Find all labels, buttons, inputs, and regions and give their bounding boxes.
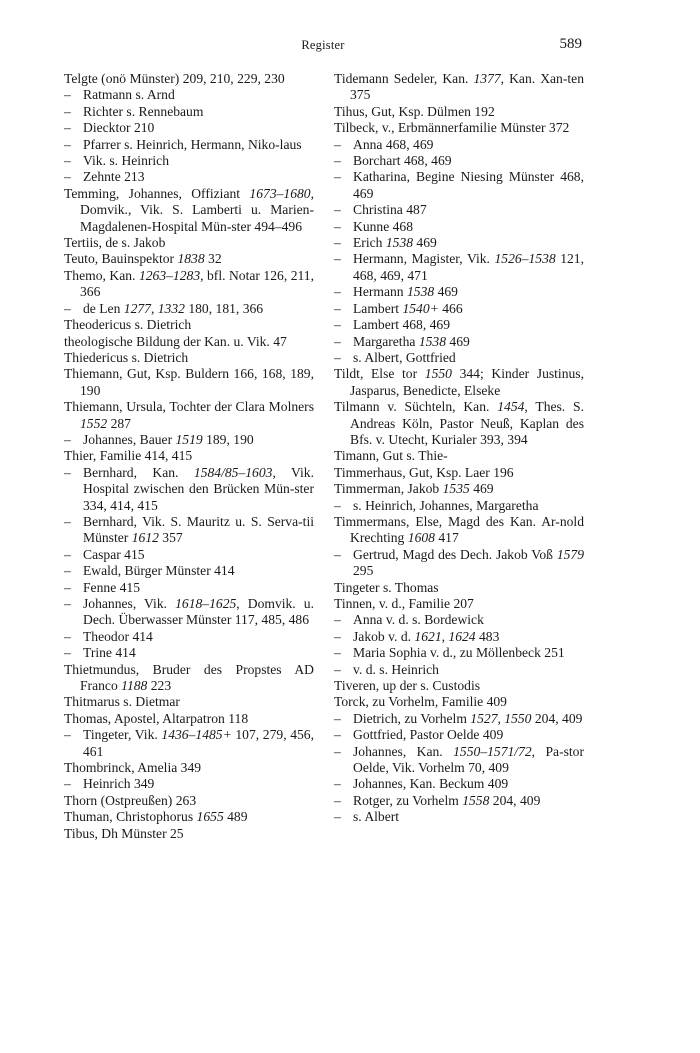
index-subentry (334, 350, 584, 366)
subentry-dash: – (334, 136, 341, 152)
subentry-dash: – (64, 776, 71, 792)
index-subentry (64, 727, 314, 760)
index-subentry (334, 809, 584, 825)
index-subentry (64, 645, 314, 661)
index-subentry (334, 662, 584, 678)
subentry-dash: – (334, 235, 341, 251)
subentry-dash: – (334, 349, 341, 365)
subentry-text: Johannes, Kan. Beckum 409 (353, 776, 509, 792)
subentry-text: Gertrud, Magd des Dech. Jakob Voß 1579 295 (353, 546, 584, 579)
index-entry: Timmerhaus, Gut, Ksp. Laer 196 (334, 464, 514, 480)
subentry-dash: – (334, 317, 341, 333)
index-subentry (334, 776, 584, 792)
index-subentry (334, 219, 584, 235)
subentry-dash: – (334, 202, 341, 218)
subentry-dash: – (334, 251, 341, 267)
index-entry: Tiveren, up der s. Custodis (334, 678, 481, 694)
subentry-dash: – (64, 596, 71, 611)
index-subentry (334, 235, 584, 251)
subentry-text: Johannes, Bauer 1519 189, 190 (83, 431, 254, 447)
subentry-dash: – (334, 169, 341, 185)
subentry-text: de Len 1277, 1332 180, 181, 366 (83, 300, 264, 316)
index-subentry (64, 169, 314, 185)
index-entry: Thitmarus s. Dietmar (64, 694, 180, 710)
index-subentry (334, 202, 584, 218)
subentry-dash: – (64, 513, 71, 529)
subentry-text: s. Albert (353, 809, 400, 825)
subentry-text: Rotger, zu Vorhelm 1558 204, 409 (353, 792, 541, 808)
index-entry: Temming, Johannes, Offiziant 1673–1680, Domvik., Vik. S. Lamberti u. Marien-Magdalenen-Hospital Mün-ster 494–496 (64, 185, 314, 234)
index-entry: Tinnen, v. d., Familie 207 (334, 596, 474, 611)
subentry-dash: – (334, 333, 341, 349)
index-subentry (334, 284, 584, 300)
subentry-dash: – (334, 809, 341, 825)
index-entry: Theodericus s. Dietrich (64, 317, 192, 333)
subentry-dash: – (334, 546, 341, 562)
index-subentry (64, 120, 314, 136)
subentry-text: Fenne 415 (83, 579, 141, 595)
subentry-dash: – (64, 628, 71, 644)
index-entry: Thietmundus, Bruder des Propstes AD Franco 1188 223 (64, 661, 314, 694)
index-subentry (334, 645, 584, 661)
index-entry: Thiedericus s. Dietrich (64, 349, 189, 365)
subentry-dash: – (64, 169, 71, 185)
subentry-text: Ratmann s. Arnd (83, 87, 175, 103)
index-entry: Timann, Gut s. Thie- (334, 448, 448, 464)
index-subentry (334, 317, 584, 333)
subentry-dash: – (64, 579, 71, 595)
subentry-text: Heinrich 349 (83, 776, 155, 792)
subentry-dash: – (64, 546, 71, 562)
subentry-dash: – (64, 136, 71, 152)
index-subentry (64, 87, 314, 103)
subentry-text: Dietrich, zu Vorhelm 1527, 1550 204, 409 (353, 710, 583, 726)
subentry-text: Kunne 468 (353, 218, 414, 234)
subentry-text: Theodor 414 (83, 628, 153, 644)
index-subentry (334, 169, 584, 202)
index-column-left (64, 71, 314, 842)
subentry-text: Hermann, Magister, Vik. 1526–1538 121, 468, 469, 471 (353, 251, 584, 283)
subentry-text: Caspar 415 (83, 546, 145, 562)
index-subentry (334, 744, 584, 777)
subentry-text: v. d. s. Heinrich (353, 661, 439, 677)
subentry-text: Jakob v. d. 1621, 1624 483 (353, 628, 500, 644)
subentry-dash: – (64, 727, 71, 743)
subentry-dash: – (334, 628, 341, 644)
subentry-text: Lambert 468, 469 (353, 317, 451, 333)
index-entry: Tidemann Sedeler, Kan. 1377, Kan. Xan-ten 375 (334, 71, 584, 103)
subentry-text: Maria Sophia v. d., zu Möllenbeck 251 (353, 645, 565, 661)
index-entry: Thorn (Ostpreußen) 263 (64, 792, 197, 808)
index-subentry (64, 465, 314, 514)
index-entry: Timmermans, Else, Magd des Kan. Ar-nold Krechting 1608 417 (334, 513, 584, 546)
index-entry: Tildt, Else tor 1550 344; Kinder Justinus, Jasparus, Benedicte, Elseke (334, 366, 584, 398)
index-subentry (334, 793, 584, 809)
index-subentry (64, 547, 314, 563)
index-subentry (334, 153, 584, 169)
index-entry: Thuman, Christophorus 1655 489 (64, 809, 248, 825)
index-subentry (334, 547, 584, 580)
subentry-text: Ewald, Bürger Münster 414 (83, 563, 235, 579)
subentry-text: Bernhard, Kan. 1584/85–1603, Vik. Hospital zwischen den Brücken Mün-ster 334, 414, 415 (83, 464, 314, 513)
subentry-text: Diecktor 210 (83, 120, 155, 136)
page-header (64, 36, 582, 56)
subentry-text: Vik. s. Heinrich (83, 153, 170, 169)
subentry-dash: – (334, 792, 341, 808)
subentry-dash: – (64, 87, 71, 103)
index-subentry (334, 137, 584, 153)
subentry-dash: – (334, 727, 341, 743)
subentry-dash: – (64, 563, 71, 579)
subentry-text: Johannes, Kan. 1550–1571/72, Pa-stor Oelde, Vik. Vorhelm 70, 409 (353, 743, 585, 776)
page-number: 589 (559, 36, 582, 52)
index-entry: Tilbeck, v., Erbmännerfamilie Münster 372 (334, 120, 570, 136)
index-entry: Tibus, Dh Münster 25 (64, 825, 184, 841)
index-subentry (334, 498, 584, 514)
index-entry: Tertiis, de s. Jakob (64, 235, 166, 251)
index-entry: theologische Bildung der Kan. u. Vik. 47 (64, 333, 287, 349)
subentry-dash: – (334, 218, 341, 234)
subentry-dash: – (64, 153, 71, 169)
subentry-text: Pfarrer s. Heinrich, Hermann, Niko-laus (83, 136, 302, 152)
subentry-text: Anna 468, 469 (353, 136, 434, 152)
subentry-dash: – (334, 776, 341, 792)
index-column-right (334, 71, 584, 826)
index-entry: Telgte (onö Münster) 209, 210, 229, 230 (64, 71, 285, 86)
subentry-dash: – (64, 464, 71, 480)
subentry-text: Gottfried, Pastor Oelde 409 (353, 727, 504, 743)
subentry-dash: – (334, 710, 341, 726)
index-entry: Thier, Familie 414, 415 (64, 448, 193, 464)
index-subentry (64, 104, 314, 120)
subentry-dash: – (64, 431, 71, 447)
index-subentry (64, 153, 314, 169)
index-subentry (334, 334, 584, 350)
subentry-text: Johannes, Vik. 1618–1625, Domvik. u. Dech. Überwasser Münster 117, 485, 486 (83, 596, 314, 628)
index-subentry (64, 629, 314, 645)
index-entry: Torck, zu Vorhelm, Familie 409 (334, 694, 507, 710)
index-entry: Timmerman, Jakob 1535 469 (334, 481, 494, 497)
running-title: Register (301, 38, 345, 52)
subentry-text: Katharina, Begine Niesing Münster 468, 469 (353, 169, 584, 201)
index-entry: Teuto, Bauinspektor 1838 32 (64, 251, 222, 267)
subentry-text: Christina 487 (353, 202, 427, 218)
index-entry: Thiemann, Gut, Ksp. Buldern 166, 168, 189, 190 (64, 366, 314, 398)
subentry-text: s. Heinrich, Johannes, Margaretha (353, 497, 539, 513)
subentry-dash: – (64, 645, 71, 661)
index-subentry (64, 596, 314, 629)
subentry-dash: – (334, 300, 341, 316)
index-subentry (64, 301, 314, 317)
index-subentry (334, 711, 584, 727)
subentry-text: Hermann 1538 469 (353, 284, 458, 300)
index-subentry (334, 251, 584, 284)
index-entry: Thiemann, Ursula, Tochter der Clara Molners 1552 287 (64, 399, 314, 431)
subentry-text: Anna v. d. s. Bordewick (353, 612, 484, 628)
index-entry: Tilmann v. Süchteln, Kan. 1454, Thes. S. Andreas Köln, Pastor Neuß, Kaplan des Bfs. v. Utecht, Kurialer 393, 394 (334, 399, 584, 447)
subentry-text: Erich 1538 469 (353, 235, 437, 251)
index-entry: Themo, Kan. 1263–1283, bfl. Notar 126, 211, 366 (64, 267, 314, 300)
subentry-text: Tingeter, Vik. 1436–1485+ 107, 279, 456, 461 (83, 727, 315, 759)
subentry-dash: – (334, 743, 341, 759)
subentry-text: Lambert 1540+ 466 (353, 300, 463, 316)
subentry-dash: – (334, 661, 341, 677)
index-subentry (64, 137, 314, 153)
subentry-dash: – (334, 645, 341, 661)
index-subentry (64, 580, 314, 596)
subentry-dash: – (64, 103, 71, 119)
subentry-dash: – (64, 300, 71, 316)
subentry-text: Margaretha 1538 469 (353, 333, 470, 349)
index-subentry (64, 514, 314, 547)
subentry-dash: – (334, 284, 341, 300)
subentry-text: Bernhard, Vik. S. Mauritz u. S. Serva-tii Münster 1612 357 (83, 513, 314, 546)
index-subentry (64, 776, 314, 792)
index-subentry (64, 563, 314, 579)
index-subentry (334, 727, 584, 743)
subentry-text: Trine 414 (83, 645, 136, 661)
subentry-text: Richter s. Rennebaum (83, 103, 204, 119)
index-entry: Tihus, Gut, Ksp. Dülmen 192 (334, 103, 495, 119)
index-entry: Tingeter s. Thomas (334, 579, 439, 595)
subentry-text: Zehnte 213 (83, 169, 145, 185)
subentry-dash: – (334, 153, 341, 169)
index-entry: Thombrinck, Amelia 349 (64, 760, 202, 776)
subentry-text: Borchart 468, 469 (353, 153, 452, 169)
subentry-text: s. Albert, Gottfried (353, 349, 456, 365)
index-entry: Thomas, Apostel, Altarpatron 118 (64, 710, 249, 726)
subentry-dash: – (64, 120, 71, 136)
subentry-dash: – (334, 612, 341, 628)
index-subentry (334, 612, 584, 628)
index-subentry (334, 629, 584, 645)
index-subentry (64, 432, 314, 448)
index-subentry (334, 301, 584, 317)
subentry-dash: – (334, 497, 341, 513)
